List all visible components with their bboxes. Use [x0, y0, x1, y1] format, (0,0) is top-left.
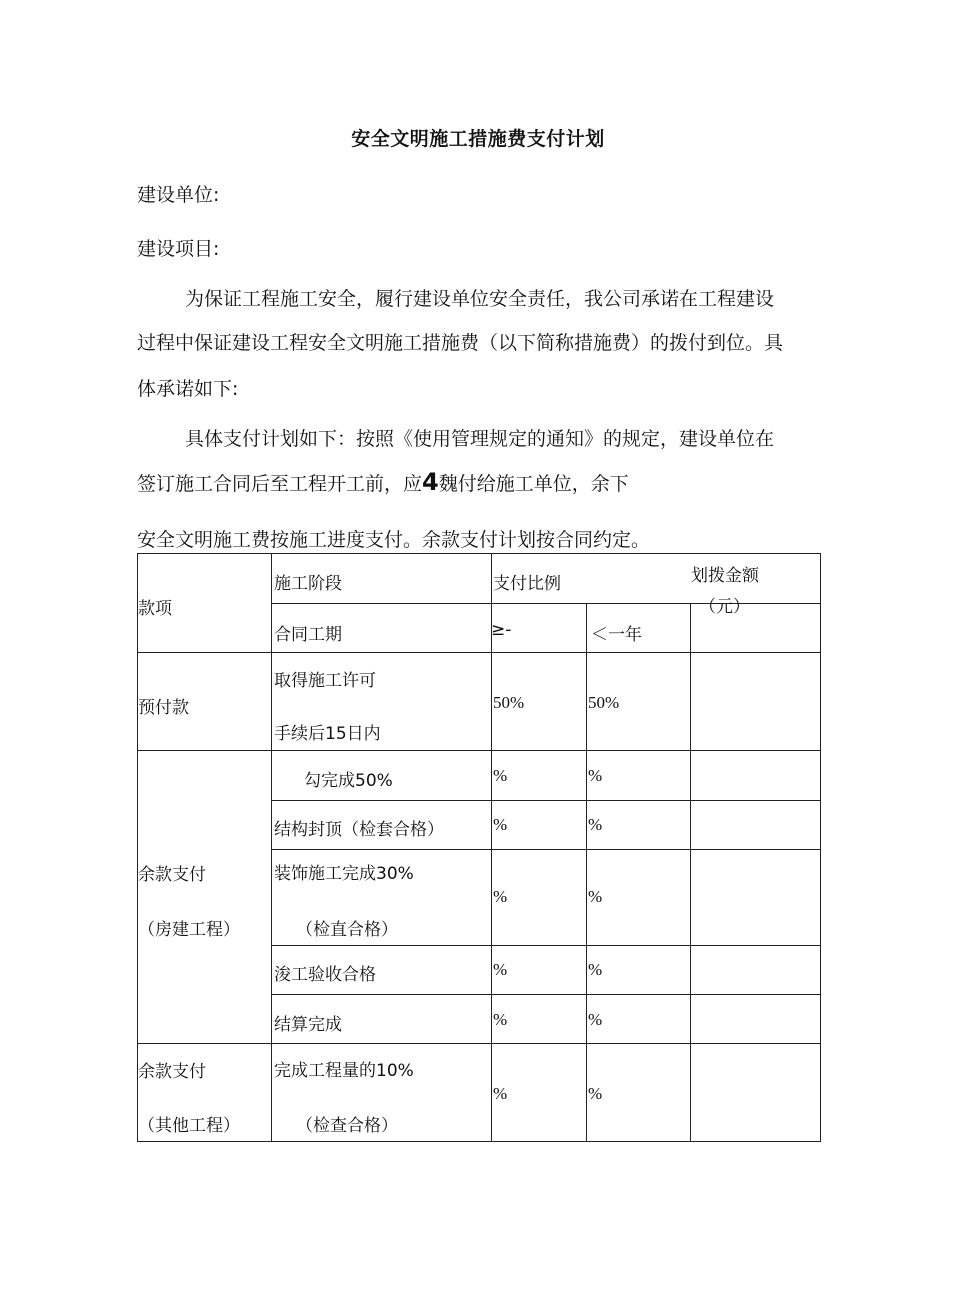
header-amount: 划拨金额 — [691, 566, 759, 586]
stage-settlement: 结算完成 — [274, 1015, 342, 1035]
row-prepay-label: 预付款 — [138, 698, 189, 718]
table-border-right — [820, 553, 821, 1142]
stage-completion-acceptance-lt: % — [588, 960, 603, 979]
stage-decoration-ge: % — [493, 887, 508, 906]
row-balance-building-line1: 余款支付 — [138, 865, 206, 885]
header-item: 款项 — [138, 599, 172, 619]
header-period-ge: ≥- — [491, 620, 512, 640]
stage-other-quantity-ge: % — [493, 1084, 508, 1103]
stage-decoration-line2: （检直合格） — [296, 920, 398, 940]
table-row-divider — [137, 1043, 821, 1044]
stage-other-quantity-lt: % — [588, 1084, 603, 1103]
table-border-bottom — [137, 1141, 821, 1142]
row-balance-other-line1: 余款支付 — [138, 1062, 206, 1082]
stage-roof-topping: 结构封顶（检套合格） — [274, 820, 444, 840]
row-prepay-ratio-lt: 50% — [588, 693, 620, 712]
row-prepay-stage-line2: 手续后15日内 — [274, 724, 381, 744]
stage-other-quantity-line1: 完成工程量的10% — [274, 1061, 414, 1081]
advance-amount-number: 4 — [422, 468, 439, 496]
stage-other-quantity-line2: （检查合格） — [296, 1116, 398, 1136]
payment-plan-table — [137, 553, 821, 1142]
stage-roof-topping-lt: % — [588, 815, 603, 834]
row-prepay-stage-line1: 取得施工许可 — [274, 671, 376, 691]
stage-main-structure-lt: % — [588, 766, 603, 785]
stage-roof-topping-ge: % — [493, 815, 508, 834]
table-divider-col4 — [690, 603, 691, 1142]
header-contract-period: 合同工期 — [274, 625, 342, 645]
table-row-divider — [271, 994, 821, 995]
stage-decoration-lt: % — [588, 887, 603, 906]
paragraph-1-line-1: 为保证工程施工安全，履行建设单位安全责任，我公司承诺在工程建设 — [185, 288, 775, 310]
table-divider-col2 — [491, 553, 492, 1142]
stage-decoration-line1: 装饰施工完成30% — [274, 864, 414, 884]
stage-settlement-ge: % — [493, 1010, 508, 1029]
table-row-divider — [137, 750, 821, 751]
table-row-divider — [271, 945, 821, 946]
table-divider-col3 — [586, 603, 587, 1142]
stage-settlement-lt: % — [588, 1010, 603, 1029]
header-stage: 施工阶段 — [274, 574, 342, 594]
row-balance-other-line2: （其他工程） — [138, 1116, 240, 1136]
header-period-lt: ＜一年 — [591, 625, 642, 645]
table-border-left — [137, 553, 138, 1142]
table-row-divider — [271, 849, 821, 850]
construction-project-label: 建设项目: — [137, 238, 220, 260]
header-amount-unit: （元） — [699, 597, 750, 617]
paragraph-2-line-3: 安全文明施工费按施工进度支付。余款支付计划按合同约定。 — [137, 529, 651, 551]
page-title: 安全文明施工措施费支付计划 — [351, 128, 605, 150]
table-row-divider — [271, 800, 821, 801]
stage-main-structure-ge: % — [493, 766, 508, 785]
stage-completion-acceptance-ge: % — [493, 960, 508, 979]
row-balance-building-line2: （房建工程） — [138, 920, 240, 940]
construction-unit-label: 建设单位: — [137, 184, 220, 206]
paragraph-2-line-2 — [137, 468, 629, 496]
row-prepay-ratio-ge: 50% — [493, 693, 525, 712]
paragraph-2-line-2b: 魏付给施工单位，余下 — [438, 473, 629, 495]
paragraph-1-line-2: 过程中保证建设工程安全文明施工措施费（以下简称措施费）的拨付到位。具 — [137, 332, 784, 354]
paragraph-1-line-3: 体承诺如下: — [137, 378, 239, 400]
paragraph-2-line-2a: 签订施工合同后至工程开工前，应 — [137, 473, 423, 495]
table-divider-col1 — [271, 553, 272, 1142]
stage-main-structure: 勾完成50% — [304, 771, 393, 791]
stage-completion-acceptance: 浚工验收合格 — [274, 965, 376, 985]
table-border-top — [137, 553, 821, 554]
paragraph-2-line-1: 具体支付计划如下：按照《使用管理规定的通知》的规定，建设单位在 — [185, 428, 775, 450]
table-row-divider — [137, 652, 821, 653]
header-payment-ratio: 支付比例 — [493, 574, 561, 594]
header-amount-unit-clip — [691, 589, 820, 617]
